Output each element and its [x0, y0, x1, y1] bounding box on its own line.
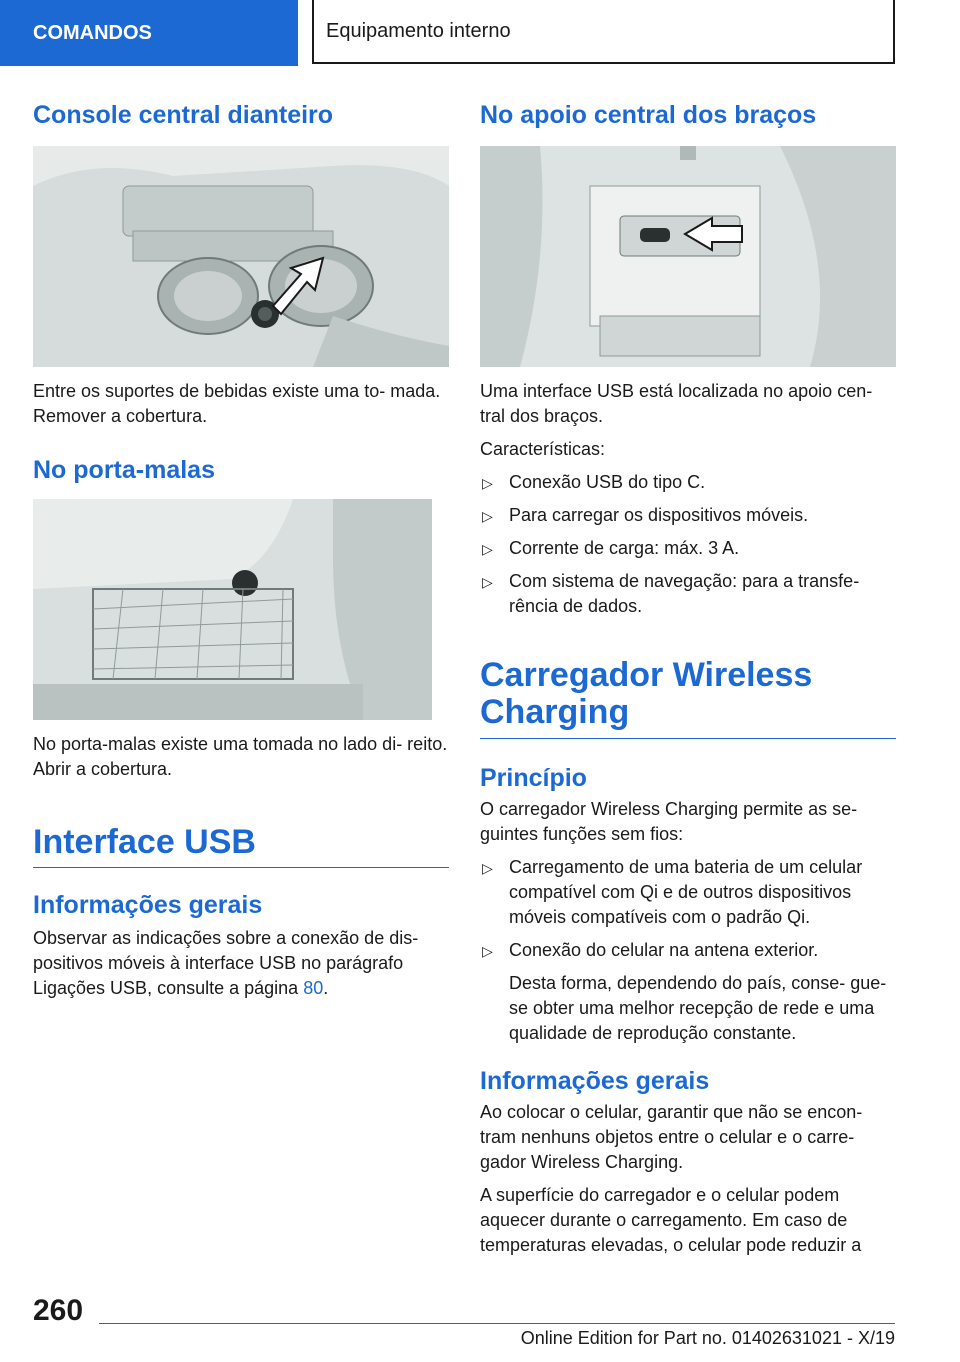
- principle-text: O carregador Wireless Charging permite as se- guintes funções sem fios:: [480, 798, 858, 844]
- trunk-illustration: [33, 499, 432, 720]
- page-link-80[interactable]: 80: [303, 978, 324, 999]
- armrest-figure: [480, 146, 896, 367]
- features-label: Características:: [480, 439, 606, 459]
- footer-divider: [99, 1323, 895, 1324]
- page-header: [0, 0, 960, 66]
- wireless-heading: Carregador Wireless Charging: [480, 657, 896, 739]
- list-item: ▷ Com sistema de navegação: para a transfe- rência de dados.: [482, 571, 860, 616]
- list-item: ▷ Para carregar os dispositivos móveis.: [480, 503, 896, 528]
- console-figure: [33, 146, 449, 367]
- left-column: [33, 100, 449, 1001]
- usb-info-text: [33, 926, 449, 1001]
- console-illustration: [33, 146, 449, 367]
- triangle-right-outline-icon: ▷: [482, 859, 493, 876]
- list-item: ▷ Corrente de carga: máx. 3 A.: [480, 536, 896, 561]
- armrest-illustration: [480, 146, 896, 367]
- triangle-right-outline-icon: ▷: [482, 508, 493, 524]
- section-tab: COMANDOS: [0, 0, 298, 66]
- console-text: Entre os suportes de bebidas existe uma to- mada. Remover a cobertura.: [33, 381, 441, 426]
- usb-info-heading: Informações gerais: [33, 891, 263, 920]
- trunk-text: No porta-malas existe uma tomada no lado di- reito. Abrir a cobertura.: [33, 734, 448, 779]
- triangle-right-outline-icon: ▷: [482, 942, 493, 959]
- principle-list: [480, 855, 896, 963]
- armrest-heading: No apoio central dos braços: [480, 101, 817, 129]
- right-column: [480, 100, 896, 1258]
- principle-subtext: Desta forma, dependendo do país, conse- gue-se obter uma melhor recepção de rede e uma qualidade de reprodução constante.: [509, 972, 887, 1043]
- general-text-2: A superfície do carregador e o celular podem aquecer durante o carregamento. Em caso de temperaturas elevadas, o celular pode reduzir a: [480, 1184, 862, 1255]
- principle-heading: Princípio: [480, 763, 587, 792]
- list-item: ▷ Conexão USB do tipo C.: [480, 470, 896, 495]
- trunk-figure: [33, 499, 432, 720]
- triangle-right-outline-icon: ▷: [482, 475, 493, 491]
- trunk-heading: No porta-malas: [33, 456, 215, 484]
- chapter-title: Equipamento interno: [312, 0, 895, 64]
- list-item: ▷ Conexão do celular na antena exterior.: [480, 938, 896, 963]
- armrest-text: Uma interface USB está localizada no apoio cen- tral dos braços.: [480, 381, 873, 426]
- features-list: [480, 470, 896, 619]
- usb-info-end: .: [323, 978, 329, 999]
- page-number: 260: [33, 1294, 84, 1327]
- triangle-right-outline-icon: ▷: [482, 574, 493, 590]
- console-heading: Console central dianteiro: [33, 101, 334, 129]
- general-text-1: Ao colocar o celular, garantir que não se encon- tram nenhuns objetos entre o celular e o carre- gador Wireless Charging.: [480, 1101, 863, 1172]
- triangle-right-outline-icon: ▷: [482, 541, 493, 557]
- edition-note: Online Edition for Part no. 01402631021 - X/19: [520, 1328, 895, 1348]
- usb-heading: Interface USB: [33, 824, 449, 868]
- general-heading: Informações gerais: [480, 1066, 710, 1095]
- list-item: ▷ Carregamento de uma bateria de um celular compatível com Qi e de outros dispositivos móveis compatíveis com o padrão Qi.: [482, 856, 863, 927]
- usb-info-body: Observar as indicações sobre a conexão de dis- positivos móveis à interface USB no parágrafo Ligações USB, consulte a página: [33, 928, 419, 999]
